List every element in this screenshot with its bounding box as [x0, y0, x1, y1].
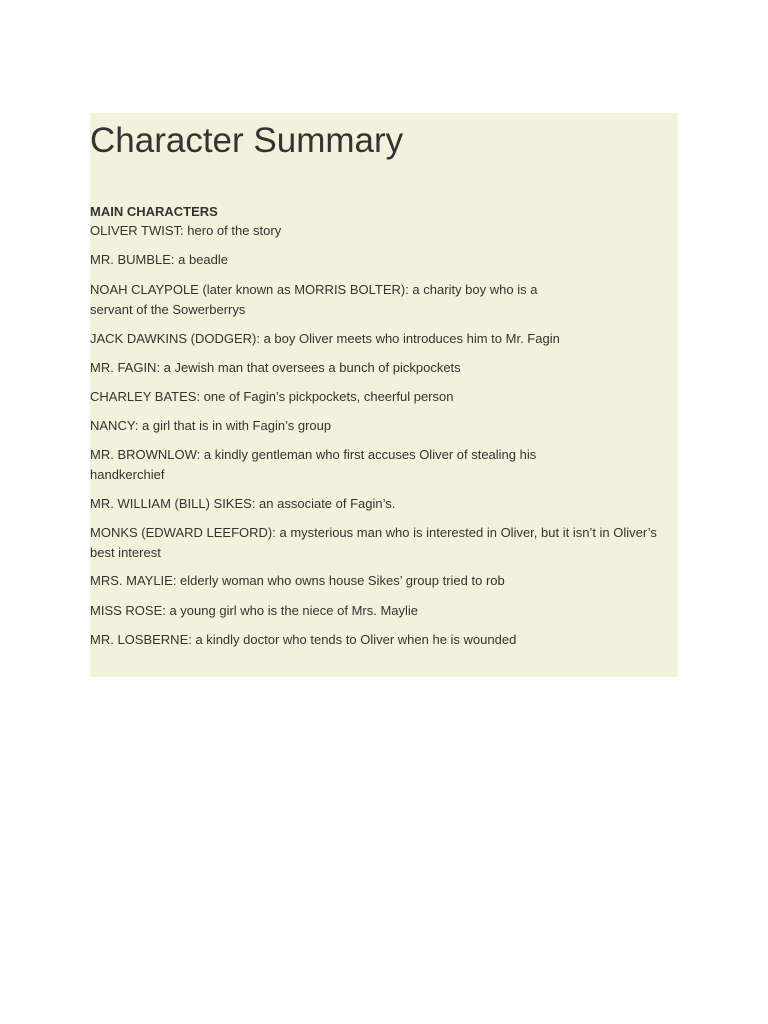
section-heading-main-characters: MAIN CHARACTERS: [90, 204, 218, 219]
character-entry-jack-dawkins: JACK DAWKINS (DODGER): a boy Oliver meets who introduces him to Mr. Fagin: [90, 331, 560, 346]
character-entry-mr-brownlow: MR. BROWNLOW: a kindly gentleman who first accuses Oliver of stealing his handkerchief: [90, 447, 537, 482]
character-entry-oliver-twist: OLIVER TWIST: hero of the story: [90, 223, 282, 238]
character-entry-noah-claypole: NOAH CLAYPOLE (later known as MORRIS BOLTER): a charity boy who is a servant of the Sowerberrys: [90, 282, 538, 317]
character-entry-mr-bumble: MR. BUMBLE: a beadle: [90, 252, 229, 267]
document-panel: [90, 113, 678, 677]
character-entry-charley-bates: CHARLEY BATES: one of Fagin’s pickpockets, cheerful person: [90, 389, 454, 404]
character-entry-mr-losberne: MR. LOSBERNE: a kindly doctor who tends to Oliver when he is wounded: [90, 632, 517, 647]
page-title: Character Summary: [90, 121, 404, 160]
character-entry-mrs-maylie: MRS. MAYLIE: elderly woman who owns house Sikes’ group tried to rob: [90, 573, 505, 588]
character-entry-miss-rose: MISS ROSE: a young girl who is the niece of Mrs. Maylie: [90, 603, 419, 618]
character-entry-bill-sikes: MR. WILLIAM (BILL) SIKES: an associate of Fagin’s.: [90, 496, 396, 511]
character-entry-mr-fagin: MR. FAGIN: a Jewish man that oversees a bunch of pickpockets: [90, 360, 461, 375]
character-entry-nancy: NANCY: a girl that is in with Fagin’s group: [90, 418, 332, 433]
character-entry-monks: MONKS (EDWARD LEEFORD): a mysterious man who is interested in Oliver, but it isn’t in Oliver’s best interest: [90, 525, 657, 560]
